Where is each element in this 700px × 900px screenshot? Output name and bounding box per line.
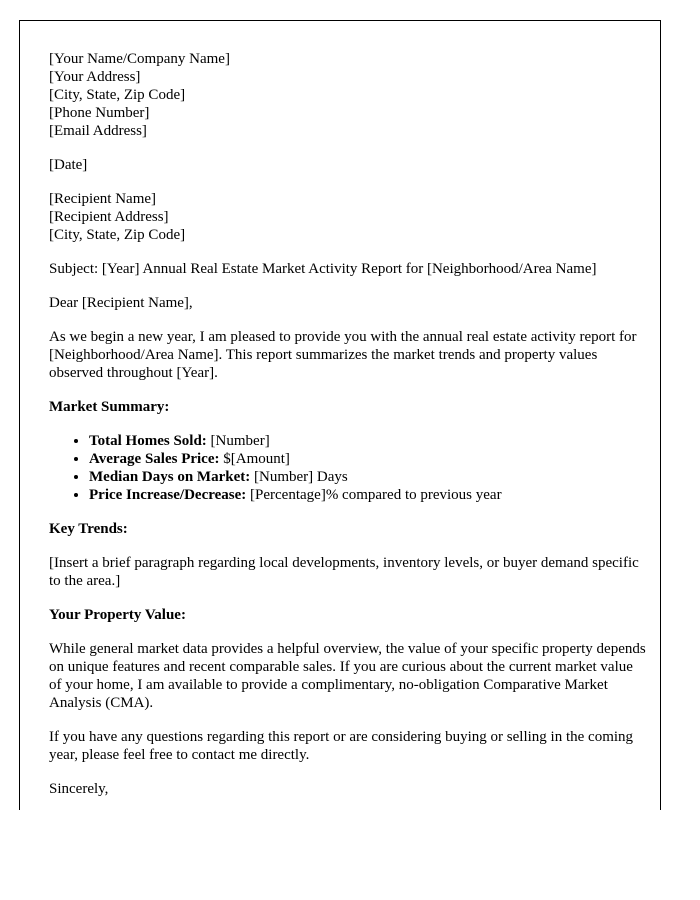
- salutation: Dear [Recipient Name],: [49, 295, 193, 311]
- key-trends-heading: Key Trends:: [49, 521, 128, 537]
- letter-content: [49, 50, 649, 810]
- intro-paragraph: As we begin a new year, I am pleased to provide you with the annual real estate activity report for [Neighborhood/Area Name]. This report summarizes the market trends and property values observed throughout [Year].: [49, 329, 637, 381]
- date-block: [49, 156, 649, 174]
- summary-label: Average Sales Price:: [89, 451, 220, 467]
- list-item: [89, 432, 649, 450]
- recipient-address: [Recipient Address]: [49, 209, 169, 225]
- list-item: [89, 450, 649, 468]
- summary-label: Price Increase/Decrease:: [89, 487, 247, 503]
- signoff: Sincerely,: [49, 781, 109, 797]
- summary-value: [Number]: [206, 433, 270, 449]
- market-summary-list: [49, 432, 649, 504]
- recipient-city: [City, State, Zip Code]: [49, 227, 186, 243]
- closing-paragraph: If you have any questions regarding this report or are considering buying or selling in the coming year, please feel free to contact me directly.: [49, 729, 634, 763]
- property-value-heading: Your Property Value:: [49, 607, 186, 623]
- sender-phone: [Phone Number]: [49, 105, 150, 121]
- recipient-block: [49, 190, 649, 244]
- subject-line: Subject: [Year] Annual Real Estate Market Activity Report for [Neighborhood/Area Name]: [49, 261, 597, 277]
- summary-value: [Number] Days: [250, 469, 348, 485]
- summary-value: [Percentage]% compared to previous year: [246, 487, 502, 503]
- letter-date: [Date]: [49, 157, 88, 173]
- list-item: [89, 486, 649, 504]
- sender-name: [Your Name/Company Name]: [49, 51, 230, 67]
- sender-email: [Email Address]: [49, 123, 147, 139]
- market-summary-heading: Market Summary:: [49, 399, 170, 415]
- key-trends-paragraph: [Insert a brief paragraph regarding local developments, inventory levels, or buyer demand specific to the area.]: [49, 555, 639, 589]
- letter-page: [19, 20, 661, 810]
- sender-address: [Your Address]: [49, 69, 141, 85]
- sender-block: [49, 50, 649, 140]
- summary-value: $[Amount]: [219, 451, 290, 467]
- recipient-name: [Recipient Name]: [49, 191, 157, 207]
- sender-city: [City, State, Zip Code]: [49, 87, 186, 103]
- property-value-paragraph: While general market data provides a helpful overview, the value of your specific property depends on unique features and recent comparable sales. If you are curious about the current market value of your home, I am available to provide a complimentary, no-obligation Comparative Market Analysis (CMA).: [49, 641, 646, 711]
- summary-label: Total Homes Sold:: [89, 433, 207, 449]
- summary-label: Median Days on Market:: [89, 469, 251, 485]
- list-item: [89, 468, 649, 486]
